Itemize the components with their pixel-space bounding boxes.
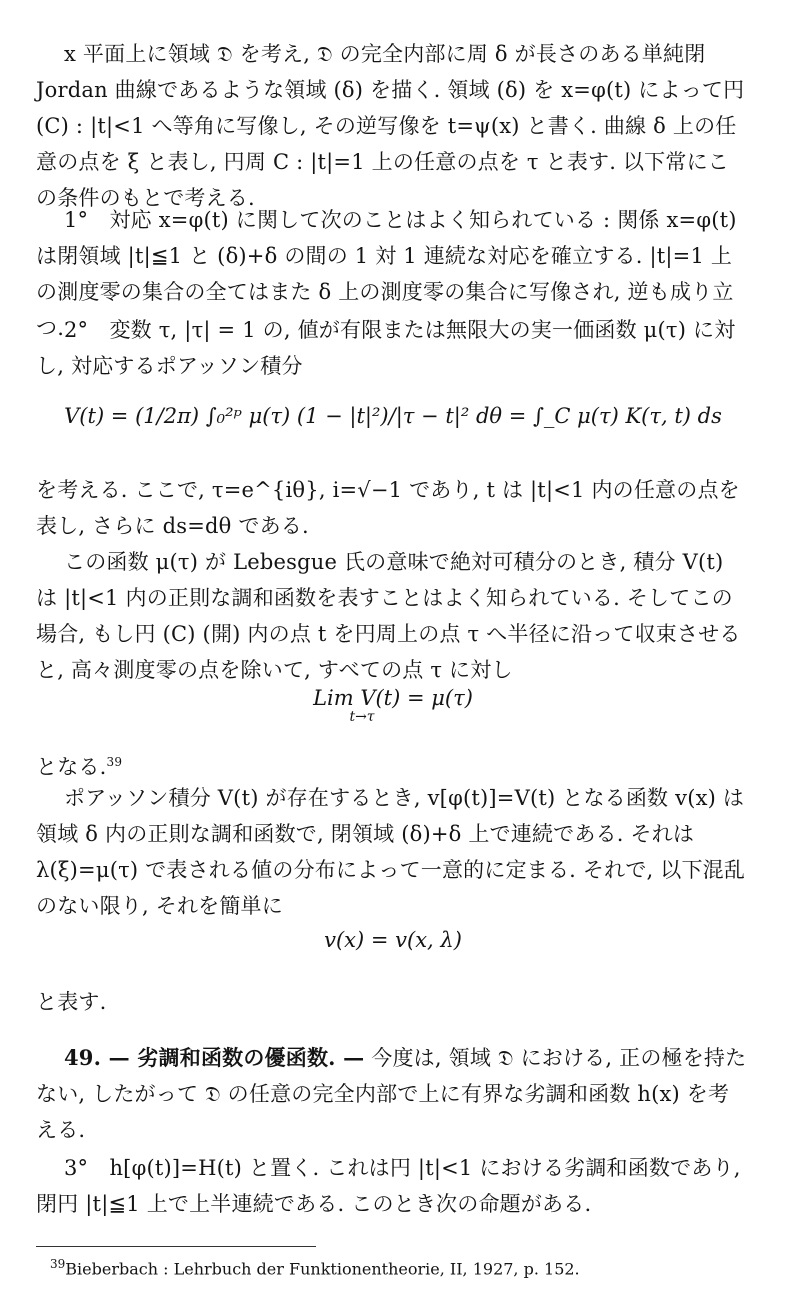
section-49 <box>36 1040 750 1148</box>
paragraph-2: 2° 変数 τ, |τ| = 1 の, 値が有限または無限大の実一価函数 μ(τ) に対し, 対応するポアッソン積分 <box>36 318 736 378</box>
paragraph-notation: と表す. <box>36 990 107 1014</box>
equation-limit-subscript: t→τ <box>349 709 375 725</box>
equation-limit-body: Lim V(t) = μ(τ) <box>313 686 473 710</box>
equation-limit <box>0 686 786 724</box>
equation-v-lambda: v(x) = v(x, λ) <box>324 928 462 952</box>
footnote-mark: 39 <box>50 1257 66 1271</box>
equation-poisson-integral: V(t) = (1/2π) ∫₀²ᵖ μ(τ) (1 − |t|²)/|τ − t|² dθ = ∫_C μ(τ) K(τ, t) ds <box>64 404 722 428</box>
paragraph-1: 1° 対応 x=φ(t) に関して次のことはよく知られている : 関係 x=φ(t) は閉領域 |t|≦1 と (δ)+δ の間の 1 対 1 連続な対応を確立する. |t|=1 上の測度零の集合の全てはまた δ 上の測度零の集合に写像され, 逆も成り立つ. <box>36 208 737 340</box>
paragraph-3: 3° h[φ(t)]=H(t) と置く. これは円 |t|<1 における劣調和函数であり, 閉円 |t|≦1 上で上半連続である. このとき次の命題がある. <box>36 1156 741 1216</box>
footnote-ref: 39 <box>106 755 123 769</box>
paragraph-poisson-function: ポアッソン積分 V(t) が存在するとき, v[φ(t)]=V(t) となる函数 v(x) は領域 δ 内の正則な調和函数で, 閉領域 (δ)+δ 上で連続である. それは λ(ξ)=μ(τ) で表される値の分布によって一意的に定まる. それで, 以下混乱のない限り, それを簡単に <box>36 786 746 918</box>
paragraph-lebesgue: この函数 μ(τ) が Lebesgue 氏の意味で絶対可積分のとき, 積分 V(t) は |t|<1 内の正則な調和函数を表すことはよく知られている. そしてこの場合, もし円 (C) (開) 内の点 t を円周上の点 τ へ半径に沿って収束させると, 高々測度零の点を除いて, すべての点 τ に対し <box>36 550 741 682</box>
paragraph-intro: x 平面上に領域 𝔇 を考え, 𝔇 の完全内部に周 δ が長さのある単純閉 Jordan 曲線であるような領域 (δ) を描く. 領域 (δ) を x=φ(t) によって円 (C) : |t|<1 へ等角に写像し, その逆写像を t=ψ(x) と書く. 曲線 δ 上の任意の点を ξ と表し, 円周 C : |t|=1 上の任意の点を τ と表す. 以下常にこの条件のもとで考える. <box>36 42 745 210</box>
footnote-text: Bieberbach : Lehrbuch der Funktionentheorie, II, 1927, p. 152. <box>65 1259 580 1279</box>
footnote <box>50 1252 750 1281</box>
result-text: となる. <box>36 755 107 779</box>
paragraph-result <box>36 744 750 785</box>
footnote-divider <box>36 1246 316 1247</box>
section-title: 49. — 劣調和函数の優函数. — <box>64 1045 365 1070</box>
paragraph-definitions: を考える. ここで, τ=e^{iθ}, i=√−1 であり, t は |t|<1 内の任意の点を表し, さらに ds=dθ である. <box>36 478 740 538</box>
section-49-text: 今度は, 領域 𝔇 における, 正の極を持たない, したがって 𝔇 の任意の完全内部で上に有界な劣調和函数 h(x) を考える. <box>36 1046 747 1142</box>
